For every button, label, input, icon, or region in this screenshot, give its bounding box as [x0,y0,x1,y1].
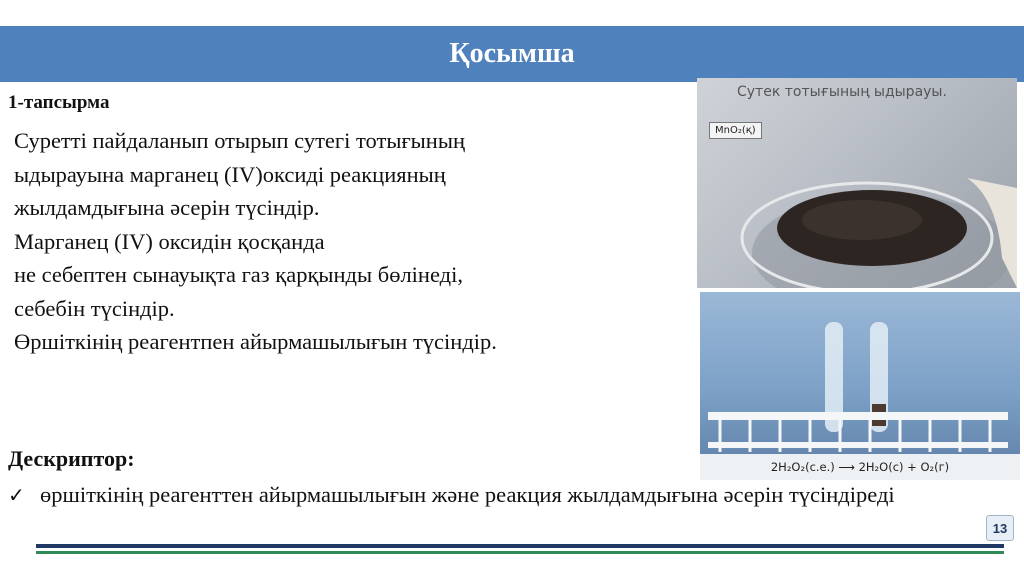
task-line: не себептен сынауықта газ қарқынды бөлінеді, [14,262,463,287]
footer-rule-blue [36,544,1004,548]
test-tubes-photo [700,292,1020,480]
task-label: 1-тапсырма [8,92,110,113]
checkmark-icon: ✓ [8,483,25,507]
slide-title: Қосымша [449,38,575,69]
descriptor-item [8,480,998,510]
footer-rule-green [36,551,1004,554]
task-line: жылдамдығына әсерін түсіндір. [14,195,320,220]
petri-dish-photo [697,78,1017,288]
title-bar [0,26,1024,82]
descriptor-heading: Дескриптор: [8,446,135,471]
task-line: себебін түсіндір. [14,295,175,321]
task-line: Өршіткінің реагентпен айырмашылығын түсіндір. [14,329,497,354]
test-tube-rack-illustration [700,292,1020,480]
reaction-equation: 2H₂O₂(с.е.) ⟶ 2H₂O(с) + O₂(г) [700,454,1020,480]
descriptor-text: өршіткінің реагенттен айырмашылығын және реакция жылдамдығына әсерін түсіндіреді [40,482,895,507]
photo-caption: Сутек тотығының ыдырауы. [737,84,947,100]
task-line: Суретті пайдаланып отырып сутегі тотығының [14,128,465,153]
task-text [14,124,684,359]
mno2-tag: MnO₂(қ) [709,122,762,139]
petri-dish-illustration [697,78,1017,288]
task-line: Марганец (IV) оксидін қосқанда [14,228,325,254]
page-number: 13 [986,515,1014,541]
task-line: ыдырауына марганец (IV)оксиді реакцияның [14,161,446,187]
